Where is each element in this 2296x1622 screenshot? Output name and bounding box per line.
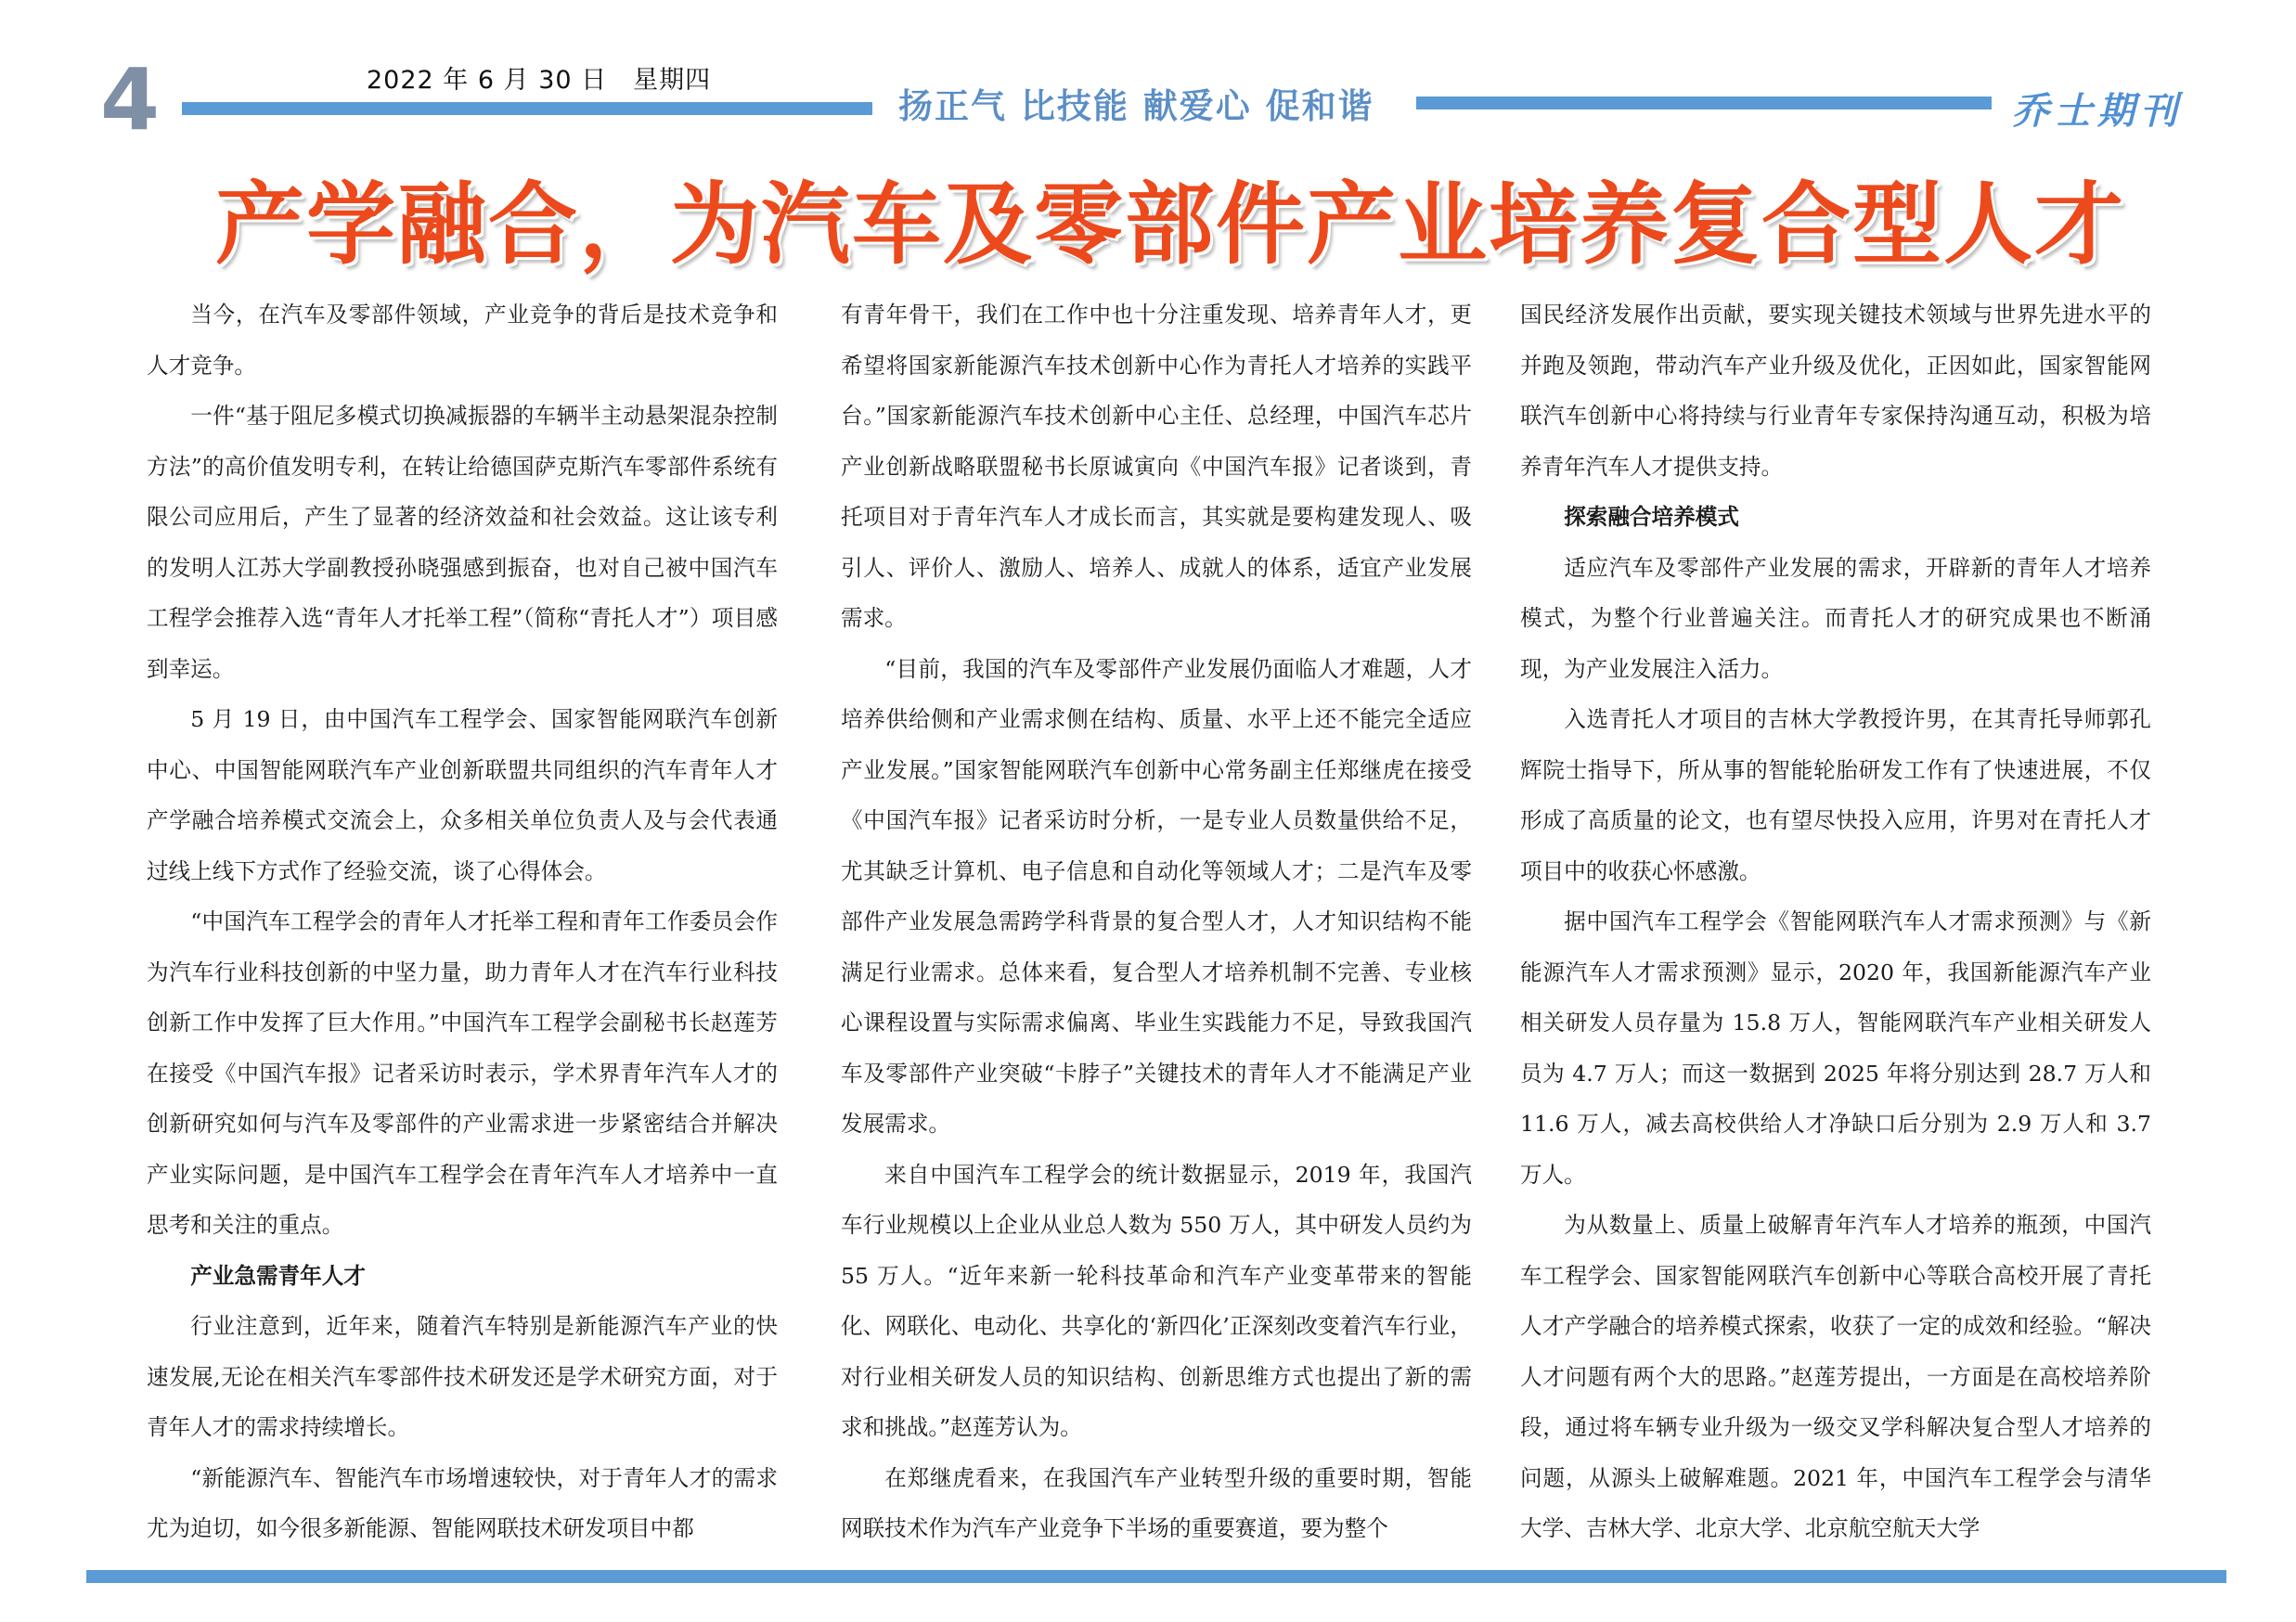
- paragraph: 行业注意到，近年来，随着汽车特别是新能源汽车产业的快速发展,无论在相关汽车零部件技术研发还是学术研究方面，对于青年人才的需求持续增长。: [147, 1313, 778, 1440]
- paragraph-continued: 有青年骨干，我们在工作中也十分注重发现、培养青年人才，更希望将国家新能源汽车技术创新中心作为青托人才培养的实践平台。”国家新能源汽车技术创新中心主任、总经理，中国汽车芯片产业创新战略联盟秘书长原诚寅向《中国汽车报》记者谈到，青托项目对于青年汽车人才成长而言，其实就是要构建发现人、吸引人、评价人、激励人、培养人、成就人的体系，适宜产业发展需求。: [841, 302, 1472, 631]
- section-heading: 探索融合培养模式: [1564, 504, 1739, 530]
- article-headline: 产学融合，为汽车及零部件产业培养复合型人才: [215, 173, 2125, 277]
- paragraph: 5 月 19 日，由中国汽车工程学会、国家智能网联汽车创新中心、中国智能网联汽车产业创新联盟共同组织的汽车青年人才产学融合培养模式交流会上，众多相关单位负责人及与会代表通过线上线下方式作了经验交流，谈了心得体会。: [147, 706, 778, 884]
- page-number: 4: [100, 50, 161, 149]
- paragraph: 为从数量上、质量上破解青年汽车人才培养的瓶颈，中国汽车工程学会、国家智能网联汽车创新中心等联合高校开展了青托人才产学融合的培养模式探索，收获了一定的成效和经验。“解决人才问题有两个大的思路。”赵莲芳提出，一方面是在高校培养阶段，通过将车辆专业升级为一级交叉学科解决复合型人才培养的问题，从源头上破解难题。2021 年，中国汽车工程学会与清华大学、吉林大学、北京大学、北京航空航天大学: [1520, 1212, 2151, 1541]
- publication-brand: 乔士期刊: [2012, 89, 2183, 133]
- slogan: 扬正气 比技能 献爱心 促和谐: [898, 86, 1374, 126]
- header-rule-left: [182, 102, 872, 115]
- paragraph: 据中国汽车工程学会《智能网联汽车人才需求预测》与《新能源汽车人才需求预测》显示，2020 年，我国新能源汽车产业相关研发人员存量为 15.8 万人，智能网联汽车产业相关研发人员为 4.7 万人；而这一数据到 2025 年将分别达到 28.7 万人和 11.6 万人，减去高校供给人才净缺口后分别为 2.9 万人和 3.7 万人。: [1520, 908, 2151, 1188]
- issue-date: 2022 年 6 月 30 日 星期四: [367, 66, 712, 95]
- header-rule-right: [1416, 97, 1992, 109]
- section-heading: 产业急需青年人才: [190, 1262, 366, 1289]
- paragraph: “中国汽车工程学会的青年人才托举工程和青年工作委员会作为汽车行业科技创新的中坚力量，助力青年人才在汽车行业科技创新工作中发挥了巨大作用。”中国汽车工程学会副秘书长赵莲芳在接受《中国汽车报》记者采访时表示，学术界青年汽车人才的创新研究如何与汽车及零部件的产业需求进一步紧密结合并解决产业实际问题，是中国汽车工程学会在青年汽车人才培养中一直思考和关注的重点。: [147, 908, 778, 1238]
- paragraph: 一件“基于阻尼多模式切换减振器的车辆半主动悬架混杂控制方法”的高价值发明专利，在转让给德国萨克斯汽车零部件系统有限公司应用后，产生了显著的经济效益和社会效益。这让该专利的发明人江苏大学副教授孙晓强感到振奋，也对自己被中国汽车工程学会推荐入选“青年人才托举工程”（简称“青托人才”）项目感到幸运。: [147, 403, 778, 682]
- paragraph: “新能源汽车、智能汽车市场增速较快，对于青年人才的需求尤为迫切，如今很多新能源、智能网联技术研发项目中都: [147, 1464, 778, 1541]
- paragraph: 入选青托人才项目的吉林大学教授许男，在其青托导师郭孔辉院士指导下，所从事的智能轮胎研发工作有了快速进展，不仅形成了高质量的论文，也有望尽快投入应用，许男对在青托人才项目中的收获心怀感激。: [1520, 706, 2151, 884]
- article-column-1: [147, 290, 778, 1548]
- paragraph: 来自中国汽车工程学会的统计数据显示，2019 年，我国汽车行业规模以上企业从业总人数为 550 万人，其中研发人员约为 55 万人。“近年来新一轮科技革命和汽车产业变革带来的智能化、网联化、电动化、共享化的‘新四化’正深刻改变着汽车行业，对行业相关研发人员的知识结构、创新思维方式也提出了新的需求和挑战。”赵莲芳认为。: [841, 1161, 1472, 1440]
- paragraph: 当今，在汽车及零部件领域，产业竞争的背后是技术竞争和人才竞争。: [147, 302, 778, 379]
- paragraph: “目前，我国的汽车及零部件产业发展仍面临人才难题，人才培养供给侧和产业需求侧在结构、质量、水平上还不能完全适应产业发展。”国家智能网联汽车创新中心常务副主任郑继虎在接受《中国汽车报》记者采访时分析，一是专业人员数量供给不足，尤其缺乏计算机、电子信息和自动化等领域人才；二是汽车及零部件产业发展急需跨学科背景的复合型人才，人才知识结构不能满足行业需求。总体来看，复合型人才培养机制不完善、专业核心课程设置与实际需求偏离、毕业生实践能力不足，导致我国汽车及零部件产业突破“卡脖子”关键技术的青年人才不能满足产业发展需求。: [841, 655, 1472, 1137]
- article-column-3: [1520, 290, 2151, 1548]
- paragraph: 在郑继虎看来，在我国汽车产业转型升级的重要时期，智能网联技术作为汽车产业竞争下半场的重要赛道，要为整个: [841, 1464, 1472, 1541]
- article-column-2: [841, 290, 1472, 1548]
- footer-rule: [86, 1570, 2226, 1583]
- paragraph: 适应汽车及零部件产业发展的需求，开辟新的青年人才培养模式，为整个行业普遍关注。而青托人才的研究成果也不断涌现，为产业发展注入活力。: [1520, 554, 2151, 682]
- paragraph-continued: 国民经济发展作出贡献，要实现关键技术领域与世界先进水平的并跑及领跑，带动汽车产业升级及优化，正因如此，国家智能网联汽车创新中心将持续与行业青年专家保持沟通互动，积极为培养青年汽车人才提供支持。: [1520, 302, 2151, 480]
